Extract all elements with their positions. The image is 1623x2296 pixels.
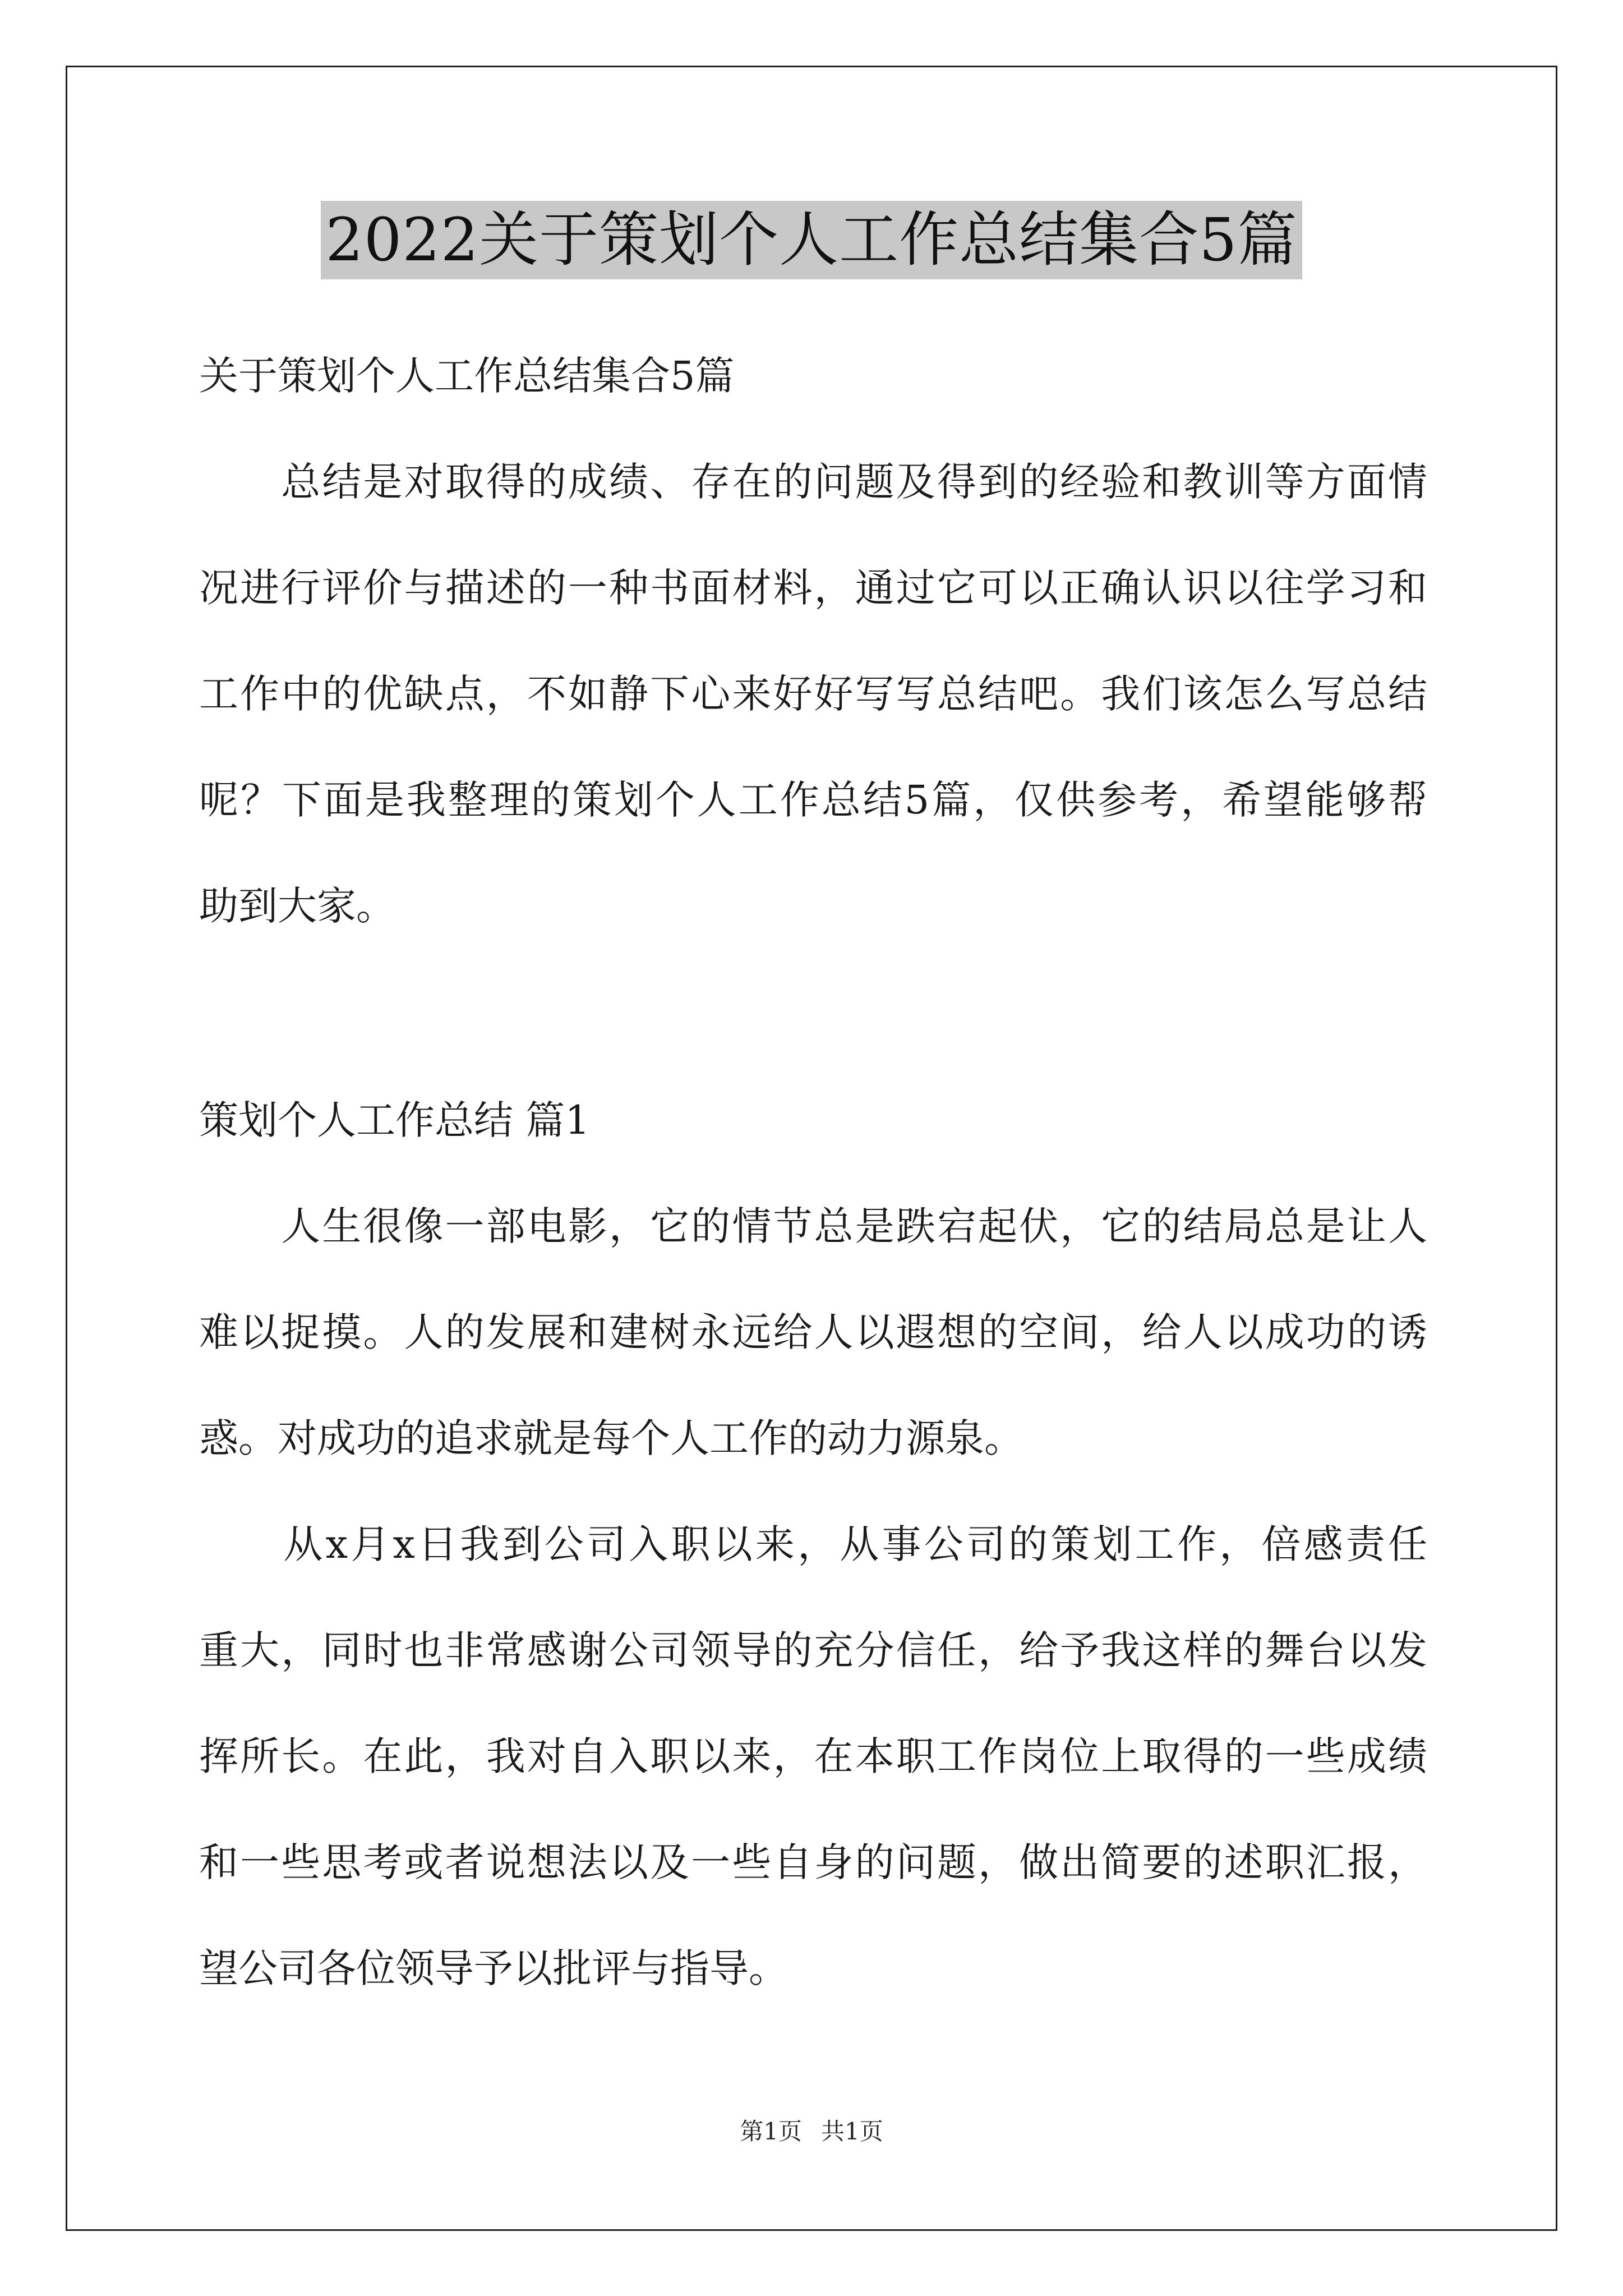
para2-line-3: 挥所长。在此，我对自入职以来，在本职工作岗位上取得的一些成绩 [199,1733,1427,1779]
para1-line-3: 惑。对成功的追求就是每个人工作的动力源泉。 [199,1415,1023,1461]
document-title: 2022关于策划个人工作总结集合5篇 [321,201,1302,279]
intro-line-4: 呢？下面是我整理的策划个人工作总结5篇，仅供参考，希望能够帮 [199,777,1427,823]
intro-line-3: 工作中的优缺点，不如静下心来好好写写总结吧。我们该怎么写总结 [199,671,1427,717]
intro-line-2: 况进行评价与描述的一种书面材料，通过它可以正确认识以往学习和 [199,565,1427,611]
page-footer [0,2115,1623,2148]
para1-line-1: 人生很像一部电影，它的情节总是跌宕起伏，它的结局总是让人 [199,1203,1427,1249]
intro-line-1: 总结是对取得的成绩、存在的问题及得到的经验和教训等方面情 [199,459,1427,505]
para2-line-4: 和一些思考或者说想法以及一些自身的问题，做出简要的述职汇报， [199,1839,1427,1885]
para1-line-2: 难以捉摸。人的发展和建树永远给人以遐想的空间，给人以成功的诱 [199,1309,1427,1355]
page-number: 第1页 [740,2118,802,2145]
section-heading: 策划个人工作总结 篇1 [199,1097,590,1143]
para2-line-1: 从x月x日我到公司入职以来，从事公司的策划工作，倍感责任 [199,1521,1427,1567]
intro-line-5: 助到大家。 [199,883,395,929]
title-container [0,201,1623,279]
para2-line-2: 重大，同时也非常感谢公司领导的充分信任，给予我这样的舞台以发 [199,1627,1427,1673]
page-total: 共1页 [821,2118,883,2145]
para2-line-5: 望公司各位领导予以批评与指导。 [199,1945,788,1991]
subtitle: 关于策划个人工作总结集合5篇 [199,353,735,399]
